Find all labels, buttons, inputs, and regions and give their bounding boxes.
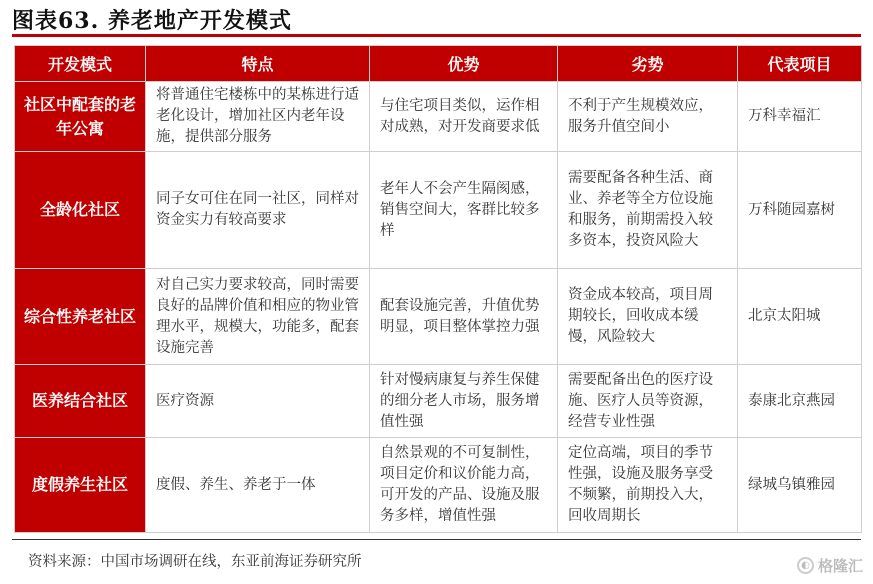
advantage-cell: 与住宅项目类似，运作相对成熟，对开发商要求低 (370, 82, 558, 152)
mode-cell: 全龄化社区 (15, 152, 146, 269)
project-cell: 万科幸福汇 (738, 82, 862, 152)
mode-cell: 综合性养老社区 (15, 269, 146, 365)
table-header-row (15, 46, 862, 82)
header-mode: 开发模式 (15, 46, 146, 82)
advantage-cell: 自然景观的不可复制性，项目定价和议价能力高，可开发的产品、设施及服务多样，增值性强 (370, 438, 558, 533)
feature-cell: 将普通住宅楼栋中的某栋进行适老化设计，增加社区内老年设施，提供部分服务 (146, 82, 370, 152)
project-cell: 万科随园嘉树 (738, 152, 862, 269)
table-row (15, 82, 862, 152)
disadvantage-cell: 需要配备出色的医疗设施、医疗人员等资源，经营专业性强 (558, 365, 738, 438)
advantage-cell: 配套设施完善，升值优势明显，项目整体掌控力强 (370, 269, 558, 365)
watermark-logo-icon: ◐ (797, 557, 814, 574)
mode-cell: 度假养生社区 (15, 438, 146, 533)
header-advantage: 优势 (370, 46, 558, 82)
disadvantage-cell: 定位高端，项目的季节性强，设施及服务享受不频繁，前期投入大，回收周期长 (558, 438, 738, 533)
table-row (15, 152, 862, 269)
project-cell: 泰康北京燕园 (738, 365, 862, 438)
figure-title: 图表63. 养老地产开发模式 (12, 8, 292, 34)
project-cell: 绿城乌镇雅园 (738, 438, 862, 533)
feature-cell: 对自己实力要求较高，同时需要良好的品牌价值和相应的物业管理水平，规模大，功能多，配套设施完善 (146, 269, 370, 365)
table-row (15, 365, 862, 438)
advantage-cell: 针对慢病康复与养生保健的细分老人市场，服务增值性强 (370, 365, 558, 438)
project-cell: 北京太阳城 (738, 269, 862, 365)
disadvantage-cell: 资金成本较高，项目周期较长，回收成本缓慢，风险较大 (558, 269, 738, 365)
source-rule (12, 539, 861, 540)
watermark-text: 格隆汇 (817, 557, 863, 575)
development-mode-table (14, 45, 862, 533)
source-note: 资料来源：中国市场调研在线，东亚前海证券研究所 (28, 554, 362, 570)
header-project: 代表项目 (738, 46, 862, 82)
header-disadvantage: 劣势 (558, 46, 738, 82)
watermark (797, 555, 863, 576)
disadvantage-cell: 不利于产生规模效应，服务升值空间小 (558, 82, 738, 152)
title-rule (12, 34, 861, 37)
disadvantage-cell: 需要配备各种生活、商业、养老等全方位设施和服务，前期需投入较多资本，投资风险大 (558, 152, 738, 269)
feature-cell: 度假、养生、养老于一体 (146, 438, 370, 533)
mode-cell: 社区中配套的老年公寓 (15, 82, 146, 152)
feature-cell: 医疗资源 (146, 365, 370, 438)
table-row (15, 438, 862, 533)
header-feature: 特点 (146, 46, 370, 82)
table-row (15, 269, 862, 365)
advantage-cell: 老年人不会产生隔阂感，销售空间大，客群比较多样 (370, 152, 558, 269)
mode-cell: 医养结合社区 (15, 365, 146, 438)
feature-cell: 同子女可住在同一社区，同样对资金实力有较高要求 (146, 152, 370, 269)
